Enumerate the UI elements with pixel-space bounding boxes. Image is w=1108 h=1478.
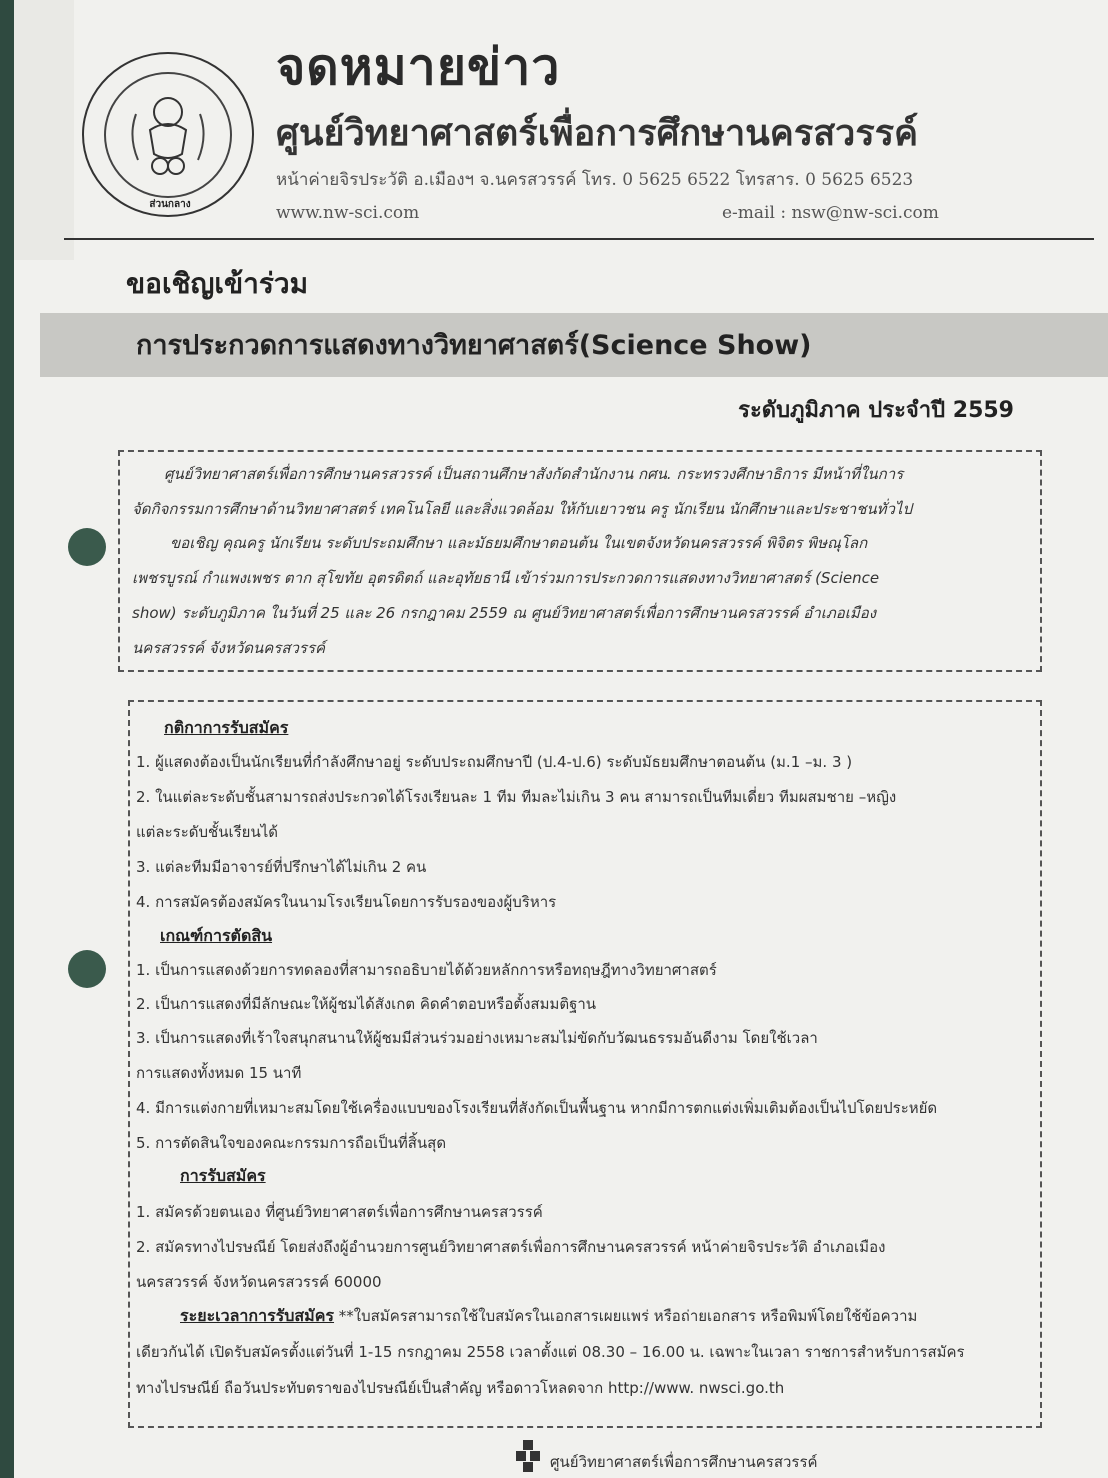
intro-line: เพชรบูรณ์ กำแพงเพชร ตาก สุโขทัย อุตรดิตถ์ และอุทัยธานี เข้าร่วมการประกวดการแสดงทางวิทยาศาสตร์ (Science [132, 569, 880, 587]
period-note: **ใบสมัครสามารถใช้ใบสมัครในเอกสารเผยแพร่ หรือถ่ายเอกสาร หรือพิมพ์โดยใช้ข้อความ [334, 1307, 918, 1325]
seal-emblem-icon [106, 74, 230, 196]
rules-line: แต่ละระดับชั้นเรียนได้ [136, 823, 278, 841]
invitation-label: ขอเชิญเข้าร่วม [126, 267, 309, 300]
intro-line: ขอเชิญ คุณครู นักเรียน ระดับประถมศึกษา และมัธยมศึกษาตอนต้น ในเขตจังหวัดนครสวรรค์ พิจิตร พิษณุโลก [170, 534, 868, 552]
website-text: www.nw-sci.com [276, 203, 420, 223]
seal-caption: ส่วนกลาง [149, 199, 191, 210]
application-line: 2. สมัครทางไปรษณีย์ โดยส่งถึงผู้อำนวยการศูนย์วิทยาศาสตร์เพื่อการศึกษานครสวรรค์ หน้าค่ายจิรประวัติ อำเภอเมือง [136, 1238, 886, 1256]
criteria-line: 4. มีการแต่งกายที่เหมาะสมโดยใช้เครื่องแบบของโรงเรียนที่สังกัดเป็นพื้นฐาน หากมีการตกแต่งเพิ่มเติมต้องเป็นไปโดยประหยัด [136, 1099, 938, 1117]
application-line: นครสวรรค์ จังหวัดนครสวรรค์ 60000 [136, 1273, 382, 1291]
application-line: 1. สมัครด้วยตนเอง ที่ศูนย์วิทยาศาสตร์เพื่อการศึกษานครสวรรค์ [136, 1203, 543, 1221]
organization-address: หน้าค่ายจิรประวัติ อ.เมืองฯ จ.นครสวรรค์ โทร. 0 5625 6522 โทรสาร. 0 5625 6523 [276, 170, 914, 190]
rules-heading: กติกาการรับสมัคร [164, 718, 289, 737]
organization-seal [82, 52, 254, 217]
intro-line: จัดกิจกรรมการศึกษาด้านวิทยาศาสตร์ เทคโนโลยี และสิ่งแวดล้อม ให้กับเยาวชน ครู นักเรียน นักศึกษาและประชาชนทั่วไป [132, 500, 912, 518]
organization-name: ศูนย์วิทยาศาสตร์เพื่อการศึกษานครสวรรค์ [276, 113, 919, 154]
footer-logo-icon [514, 1440, 542, 1472]
intro-line: show) ระดับภูมิภาค ในวันที่ 25 และ 26 กรกฎาคม 2559 ณ ศูนย์วิทยาศาสตร์เพื่อการศึกษานครสวรรค์ อำเภอเมือง [132, 604, 877, 622]
period-line [180, 1304, 917, 1329]
period-line: ทางไปรษณีย์ ถือวันประทับตราของไปรษณีย์เป็นสำคัญ หรือดาวโหลดจาก http://www. nwsci.go.th [136, 1379, 785, 1397]
punch-hole [68, 528, 106, 566]
intro-line: ศูนย์วิทยาศาสตร์เพื่อการศึกษานครสวรรค์ เป็นสถานศึกษาสังกัดสำนักงาน กศน. กระทรวงศึกษาธิการ มีหน้าที่ในการ [164, 465, 904, 483]
event-title: การประกวดการแสดงทางวิทยาศาสตร์(Science Show) [136, 330, 812, 361]
underlying-sheet [14, 0, 74, 260]
newsletter-page [14, 0, 1108, 1478]
event-level: ระดับภูมิภาค ประจำปี 2559 [738, 398, 1014, 423]
criteria-heading: เกณฑ์การตัดสิน [160, 926, 273, 945]
criteria-line: 2. เป็นการแสดงที่มีลักษณะให้ผู้ชมได้สังเกต คิดคำตอบหรือตั้งสมมติฐาน [136, 995, 597, 1013]
seal-inner-ring [104, 72, 232, 198]
application-heading: การรับสมัคร [180, 1166, 266, 1185]
intro-line: นครสวรรค์ จังหวัดนครสวรรค์ [132, 639, 326, 657]
footer-organization: ศูนย์วิทยาศาสตร์เพื่อการศึกษานครสวรรค์ [550, 1453, 818, 1471]
criteria-line: 5. การตัดสินใจของคณะกรรมการถือเป็นที่สิ้นสุด [136, 1134, 447, 1152]
criteria-line: การแสดงทั้งหมด 15 นาที [136, 1064, 302, 1082]
rules-line: 3. แต่ละทีมมีอาจารย์ที่ปรึกษาได้ไม่เกิน 2 คน [136, 858, 427, 876]
period-heading: ระยะเวลาการรับสมัคร [180, 1306, 335, 1325]
newsletter-title: จดหมายข่าว [276, 38, 561, 96]
rules-line: 4. การสมัครต้องสมัครในนามโรงเรียนโดยการรับรองของผู้บริหาร [136, 893, 557, 911]
period-line: เดียวกันได้ เปิดรับสมัครตั้งแต่วันที่ 1-15 กรกฎาคม 2558 เวลาตั้งแต่ 08.30 – 16.00 น. เฉพาะในเวลา ราชการสำหรับการสมัคร [136, 1343, 965, 1361]
punch-hole [68, 950, 106, 988]
email-text: e-mail : nsw@nw-sci.com [722, 203, 939, 223]
rules-line: 2. ในแต่ละระดับชั้นสามารถส่งประกวดได้โรงเรียนละ 1 ทีม ทีมละไม่เกิน 3 คน สามารถเป็นทีมเดี่ยว ทีมผสมชาย –หญิง [136, 788, 897, 806]
rules-line: 1. ผู้แสดงต้องเป็นนักเรียนที่กำลังศึกษาอยู่ ระดับประถมศึกษาปี (ป.4-ป.6) ระดับมัธยมศึกษาตอนต้น (ม.1 –ม. 3 ) [136, 753, 853, 771]
criteria-line: 1. เป็นการแสดงด้วยการทดลองที่สามารถอธิบายได้ด้วยหลักการหรือทฤษฎีทางวิทยาศาสตร์ [136, 961, 717, 979]
header-divider [64, 238, 1094, 240]
criteria-line: 3. เป็นการแสดงที่เร้าใจสนุกสนานให้ผู้ชมมีส่วนร่วมอย่างเหมาะสมไม่ขัดกับวัฒนธรรมอันดีงาม โดยใช้เวลา [136, 1029, 818, 1047]
